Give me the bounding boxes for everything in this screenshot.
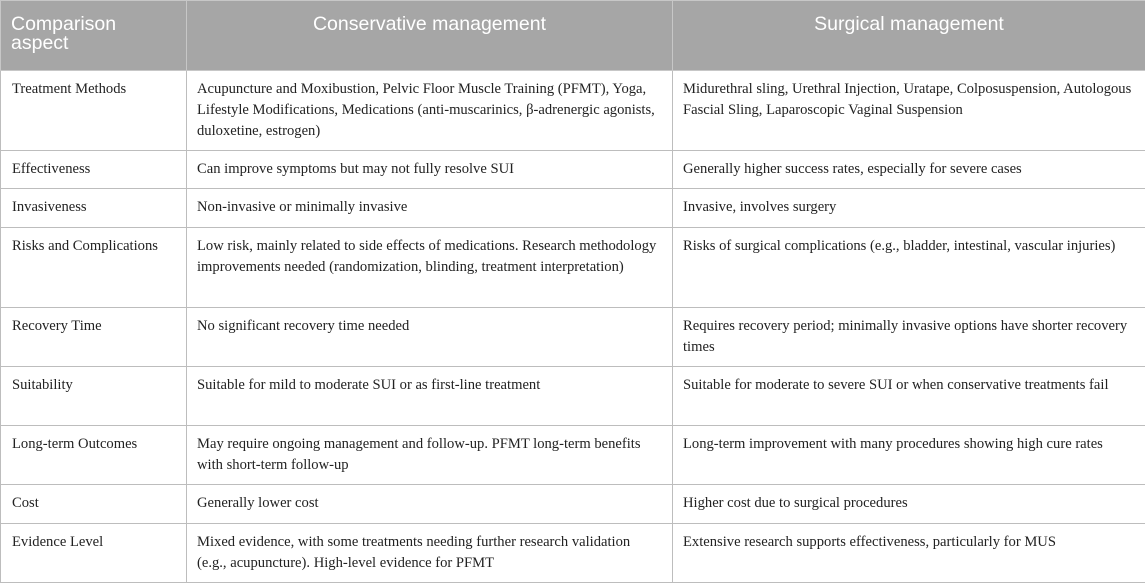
aspect-cell: Suitability: [1, 367, 187, 426]
conservative-cell: No significant recovery time needed: [187, 308, 673, 367]
table-row: [1, 485, 1145, 524]
table-row: [1, 71, 1145, 151]
header-comparison-aspect: Comparison aspect: [1, 1, 187, 71]
table-row: [1, 228, 1145, 308]
conservative-cell: Can improve symptoms but may not fully resolve SUI: [187, 151, 673, 189]
table-body: [1, 71, 1145, 583]
header-conservative-management: Conservative management: [187, 1, 673, 71]
conservative-cell: Suitable for mild to moderate SUI or as first-line treatment: [187, 367, 673, 426]
table-row: [1, 524, 1145, 583]
header-surgical-management: Surgical management: [673, 1, 1145, 71]
conservative-cell: Low risk, mainly related to side effects of medications. Research methodology improvements needed (randomization, blinding, treatment interpretation): [187, 228, 673, 308]
table-header: [1, 1, 1145, 71]
conservative-cell: Mixed evidence, with some treatments needing further research validation (e.g., acupuncture). High-level evidence for PFMT: [187, 524, 673, 583]
table-row: [1, 367, 1145, 426]
aspect-cell: Recovery Time: [1, 308, 187, 367]
table-row: [1, 426, 1145, 485]
surgical-cell: Risks of surgical complications (e.g., bladder, intestinal, vascular injuries): [673, 228, 1145, 308]
conservative-cell: Non-invasive or minimally invasive: [187, 189, 673, 228]
aspect-cell: Effectiveness: [1, 151, 187, 189]
surgical-cell: Generally higher success rates, especially for severe cases: [673, 151, 1145, 189]
aspect-cell: Treatment Methods: [1, 71, 187, 151]
surgical-cell: Invasive, involves surgery: [673, 189, 1145, 228]
aspect-cell: Risks and Complications: [1, 228, 187, 308]
aspect-cell: Invasiveness: [1, 189, 187, 228]
conservative-cell: May require ongoing management and follow-up. PFMT long-term benefits with short-term follow-up: [187, 426, 673, 485]
table-row: [1, 151, 1145, 189]
conservative-cell: Generally lower cost: [187, 485, 673, 524]
table-row: [1, 308, 1145, 367]
header-row: [1, 1, 1145, 71]
surgical-cell: Extensive research supports effectiveness, particularly for MUS: [673, 524, 1145, 583]
surgical-cell: Midurethral sling, Urethral Injection, Uratape, Colposuspension, Autologous Fascial Sling, Laparoscopic Vaginal Suspension: [673, 71, 1145, 151]
surgical-cell: Higher cost due to surgical procedures: [673, 485, 1145, 524]
aspect-cell: Evidence Level: [1, 524, 187, 583]
surgical-cell: Long-term improvement with many procedures showing high cure rates: [673, 426, 1145, 485]
table-row: [1, 189, 1145, 228]
surgical-cell: Suitable for moderate to severe SUI or when conservative treatments fail: [673, 367, 1145, 426]
aspect-cell: Cost: [1, 485, 187, 524]
surgical-cell: Requires recovery period; minimally invasive options have shorter recovery times: [673, 308, 1145, 367]
aspect-cell: Long-term Outcomes: [1, 426, 187, 485]
conservative-cell: Acupuncture and Moxibustion, Pelvic Floor Muscle Training (PFMT), Yoga, Lifestyle Modifications, Medications (anti-muscarinics, β-adrenergic agonists, duloxetine, estrogen): [187, 71, 673, 151]
